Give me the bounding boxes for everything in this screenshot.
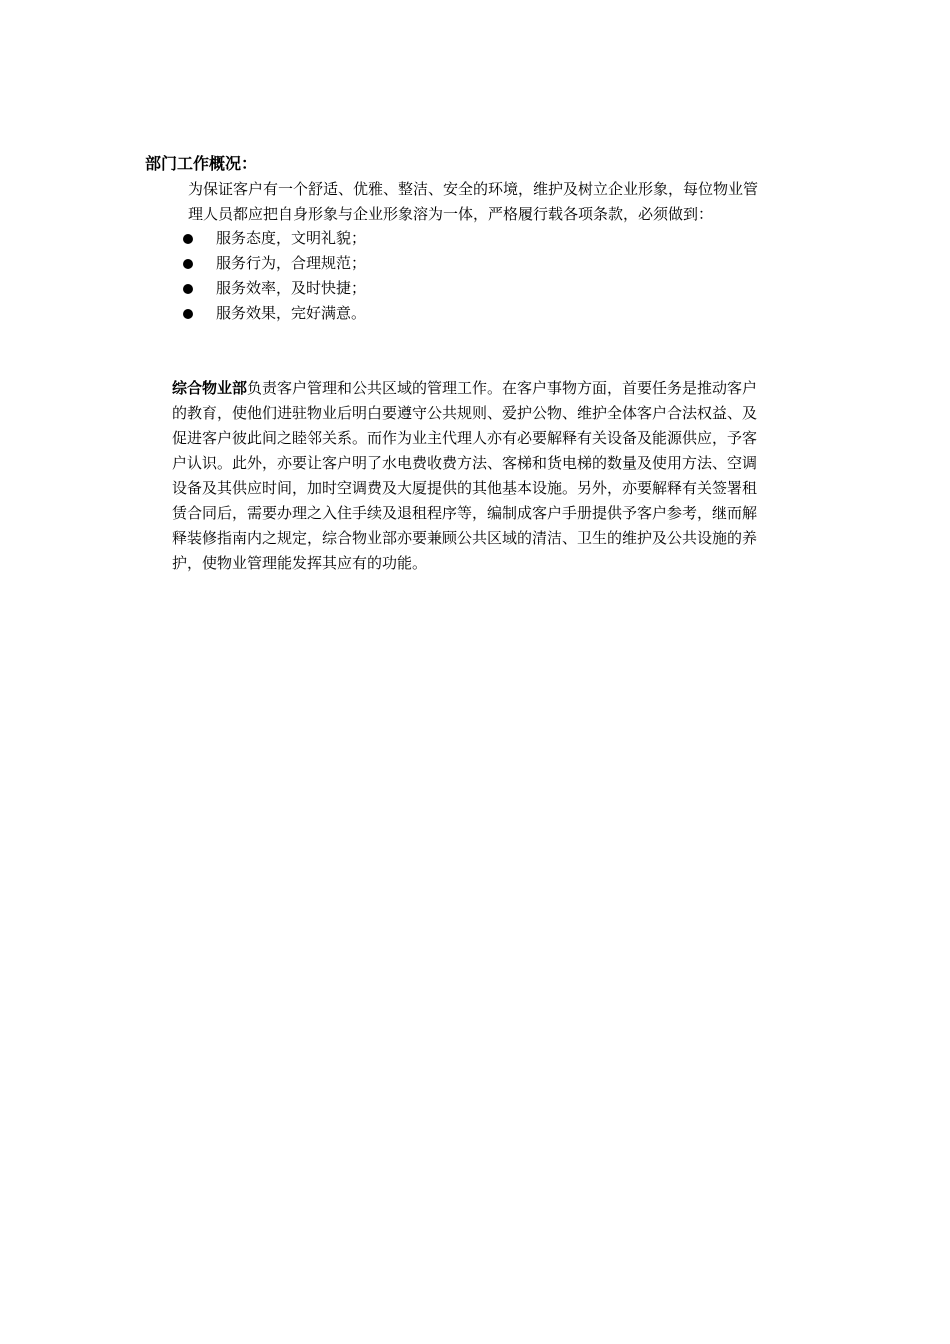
department-description — [172, 376, 852, 576]
list-item — [180, 226, 366, 251]
bullet-icon — [183, 309, 193, 319]
intro-line: 为保证客户有一个舒适、优雅、整洁、安全的环境，维护及树立企业形象，每位物业管 — [188, 180, 759, 198]
list-item — [180, 251, 366, 276]
list-item-text: 服务态度，文明礼貌； — [216, 229, 367, 247]
requirements-list — [180, 226, 366, 326]
body-line: 户认识。此外，亦要让客户明了水电费收费方法、客梯和货电梯的数量及使用方法、空调 — [172, 454, 758, 472]
body-line: 赁合同后，需要办理之入住手续及退租程序等，编制成客户手册提供予客户参考，继而解 — [172, 504, 758, 522]
body-text: 负责客户管理和公共区域的管理工作。在客户事物方面，首要任务是推动客户 — [247, 379, 758, 397]
bullet-icon — [183, 234, 193, 244]
department-name: 综合物业部 — [172, 379, 248, 397]
list-item-text: 服务效率，及时快捷； — [216, 279, 367, 297]
bullet-icon — [183, 259, 193, 269]
list-item — [180, 276, 366, 301]
intro-paragraph — [188, 177, 848, 227]
body-line — [172, 376, 852, 401]
list-item-text: 服务效果，完好满意。 — [216, 304, 367, 322]
list-item — [180, 301, 366, 326]
body-line: 设备及其供应时间，加时空调费及大厦提供的其他基本设施。另外，亦要解释有关签署租 — [172, 479, 758, 497]
section-title: 部门工作概况： — [145, 154, 258, 173]
body-line: 释装修指南内之规定，综合物业部亦要兼顾公共区域的清洁、卫生的维护及公共设施的养 — [172, 529, 758, 547]
intro-line: 理人员都应把自身形象与企业形象溶为一体，严格履行载各项条款，必须做到： — [188, 205, 714, 223]
bullet-icon — [183, 284, 193, 294]
body-line: 护，使物业管理能发挥其应有的功能。 — [172, 554, 428, 572]
list-item-text: 服务行为，合理规范； — [216, 254, 367, 272]
body-line: 的教育，使他们进驻物业后明白要遵守公共规则、爱护公物、维护全体客户合法权益、及 — [172, 404, 758, 422]
body-line: 促进客户彼此间之睦邻关系。而作为业主代理人亦有必要解释有关设备及能源供应，予客 — [172, 429, 758, 447]
